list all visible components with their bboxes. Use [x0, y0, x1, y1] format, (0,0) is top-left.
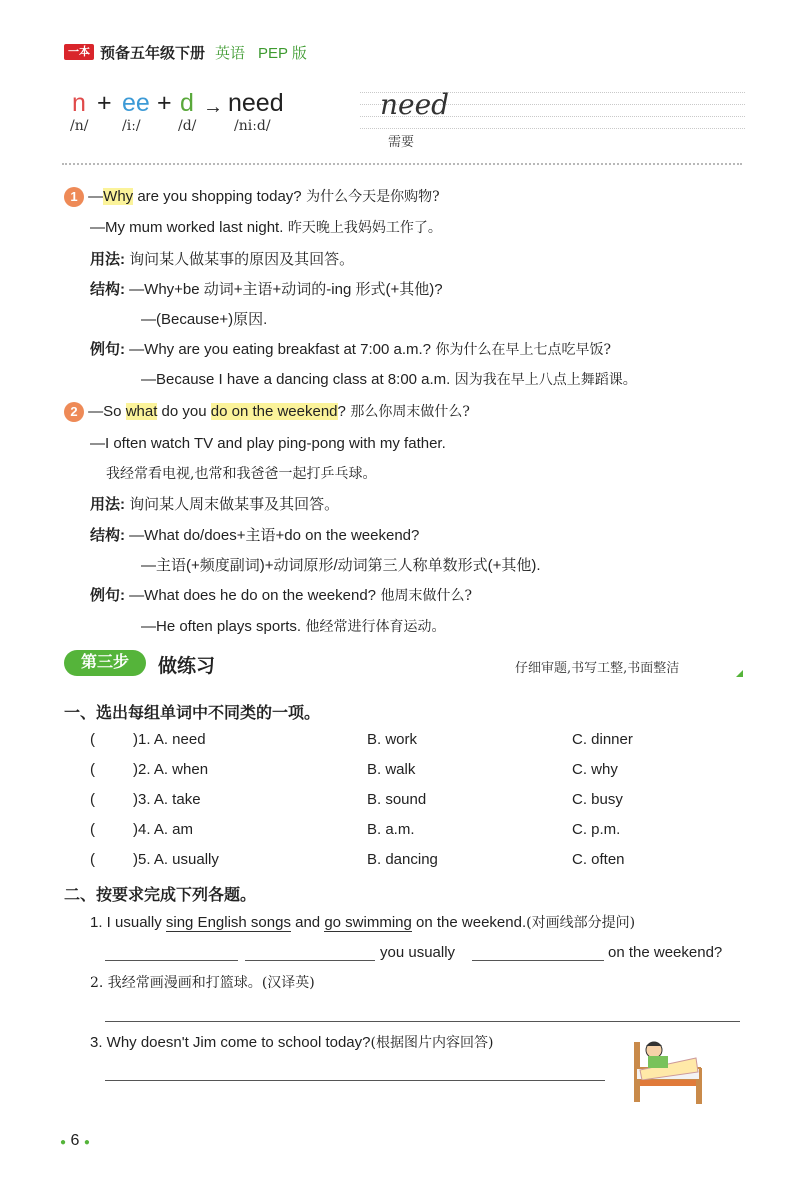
page-number: ● 6 ●	[60, 1132, 90, 1149]
option-b: B. sound	[367, 791, 427, 808]
point-1-number: 1	[64, 187, 84, 207]
answer-bracket[interactable]: (	[90, 821, 95, 838]
point-2-example: 例句: —What does he do on the weekend? 他周末做什么?	[90, 587, 472, 604]
underlined-phrase-1: sing English songs	[165, 914, 291, 931]
point-2-answer: —I often watch TV and play ping-pong with my father.	[90, 435, 446, 452]
question-1: 1. I usually sing English songs and go swimming on the weekend.(对画线部分提问)	[90, 914, 636, 931]
answer-bracket[interactable]: (	[90, 791, 95, 808]
point-2-question: 2 —So what do you do on the weekend? 那么你周末做什么?	[64, 402, 470, 422]
answer-line-q2[interactable]	[105, 1021, 740, 1022]
point-2-usage: 用法: 询问某人周末做某事及其回答。	[90, 496, 340, 513]
option-b: B. work	[367, 731, 418, 748]
point-1-structure-2: —(Because+)原因.	[141, 311, 268, 328]
option-c: C. often	[572, 851, 625, 868]
option-c: C. p.m.	[572, 821, 621, 838]
phonics-plus-1: +	[97, 89, 112, 117]
question-3: 3. Why doesn't Jim come to school today?(根据图片内容回答)	[90, 1034, 494, 1051]
corner-triangle-icon	[736, 670, 743, 677]
highlight-do-on-weekend: do on the weekend	[210, 403, 338, 420]
phonics-part-d: d	[180, 89, 194, 117]
point-1-example-2: —Because I have a dancing class at 8:00 a.m. 因为我在早上八点上舞蹈课。	[141, 371, 637, 388]
question-option-a: )3. A. take	[133, 791, 201, 808]
phonics-arrow: →	[203, 96, 223, 118]
book-version: PEP 版	[258, 45, 307, 62]
question-option-a: )5. A. usually	[133, 851, 219, 868]
option-c: C. busy	[572, 791, 623, 808]
option-c: C. why	[572, 761, 618, 778]
step-badge: 第三步	[64, 650, 146, 676]
section-2-title: 二、按要求完成下列各题。	[64, 887, 257, 904]
answer-bracket[interactable]: (	[90, 851, 95, 868]
section-1-title: 一、选出每组单词中不同类的一项。	[64, 705, 321, 722]
option-b: B. a.m.	[367, 821, 415, 838]
book-subject: 英语	[215, 45, 246, 62]
book-grade: 预备五年级下册	[100, 45, 206, 62]
highlight-why: Why	[103, 188, 134, 205]
point-1-structure: 结构: —Why+be 动词+主语+动词的-ing 形式(+其他)?	[90, 281, 443, 298]
question-2: 2. 我经常画漫画和打篮球。(汉译英)	[90, 975, 315, 991]
option-c: C. dinner	[572, 731, 633, 748]
question-option-a: )4. A. am	[133, 821, 194, 838]
point-1-question: 1 —Why are you shopping today? 为什么今天是你购物?	[64, 187, 440, 207]
underlined-phrase-2: go swimming	[324, 914, 412, 931]
step-tip: 仔细审题,书写工整,书面整洁	[515, 661, 680, 676]
step-title: 做练习	[158, 656, 216, 677]
highlight-what: what	[125, 403, 158, 420]
word-meaning: 需要	[388, 135, 415, 150]
answer-bracket[interactable]: (	[90, 731, 95, 748]
phonics-part-n: n	[72, 89, 86, 117]
ipa-n: /n/	[70, 118, 89, 134]
answer-bracket[interactable]: (	[90, 761, 95, 778]
option-b: B. walk	[367, 761, 416, 778]
answer-line-q3[interactable]	[105, 1080, 605, 1081]
ipa-ee: /iː/	[122, 118, 141, 134]
handwriting-line-4	[360, 128, 745, 130]
phonics-part-ee: ee	[122, 89, 150, 117]
phonics-plus-2: +	[157, 89, 172, 117]
point-2-number: 2	[64, 402, 84, 422]
point-2-structure: 结构: —What do/does+主语+do on the weekend?	[90, 527, 420, 544]
section-divider	[62, 163, 742, 165]
point-2-answer-cn: 我经常看电视,也常和我爸爸一起打乒乓球。	[106, 466, 377, 482]
point-2-structure-2: —主语(+频度副词)+动词原形/动词第三人称单数形式(+其他).	[141, 557, 541, 574]
point-1-usage: 用法: 询问某人做某事的原因及其回答。	[90, 251, 355, 268]
question-1-fill-text: you usually	[380, 944, 456, 961]
answer-blank-3[interactable]	[472, 960, 604, 961]
question-1-fill-end: on the weekend?	[608, 944, 723, 961]
point-1-example: 例句: —Why are you eating breakfast at 7:00 a.m.? 你为什么在早上七点吃早饭?	[90, 341, 611, 358]
answer-blank-2[interactable]	[245, 960, 375, 961]
question-option-a: )1. A. need	[133, 731, 206, 748]
point-2-example-2: —He often plays sports. 他经常进行体育运动。	[141, 618, 446, 635]
point-1-answer: —My mum worked last night. 昨天晚上我妈妈工作了。	[90, 219, 442, 236]
phonics-word: need	[228, 89, 284, 117]
ipa-need: /niːd/	[234, 118, 271, 134]
handwriting-word: need	[380, 88, 450, 121]
question-option-a: )2. A. when	[133, 761, 209, 778]
answer-blank-1[interactable]	[105, 960, 238, 961]
brand-badge: 一本	[64, 44, 94, 60]
ipa-d: /d/	[178, 118, 197, 134]
sick-boy-in-bed-illustration	[630, 1028, 710, 1108]
option-b: B. dancing	[367, 851, 438, 868]
